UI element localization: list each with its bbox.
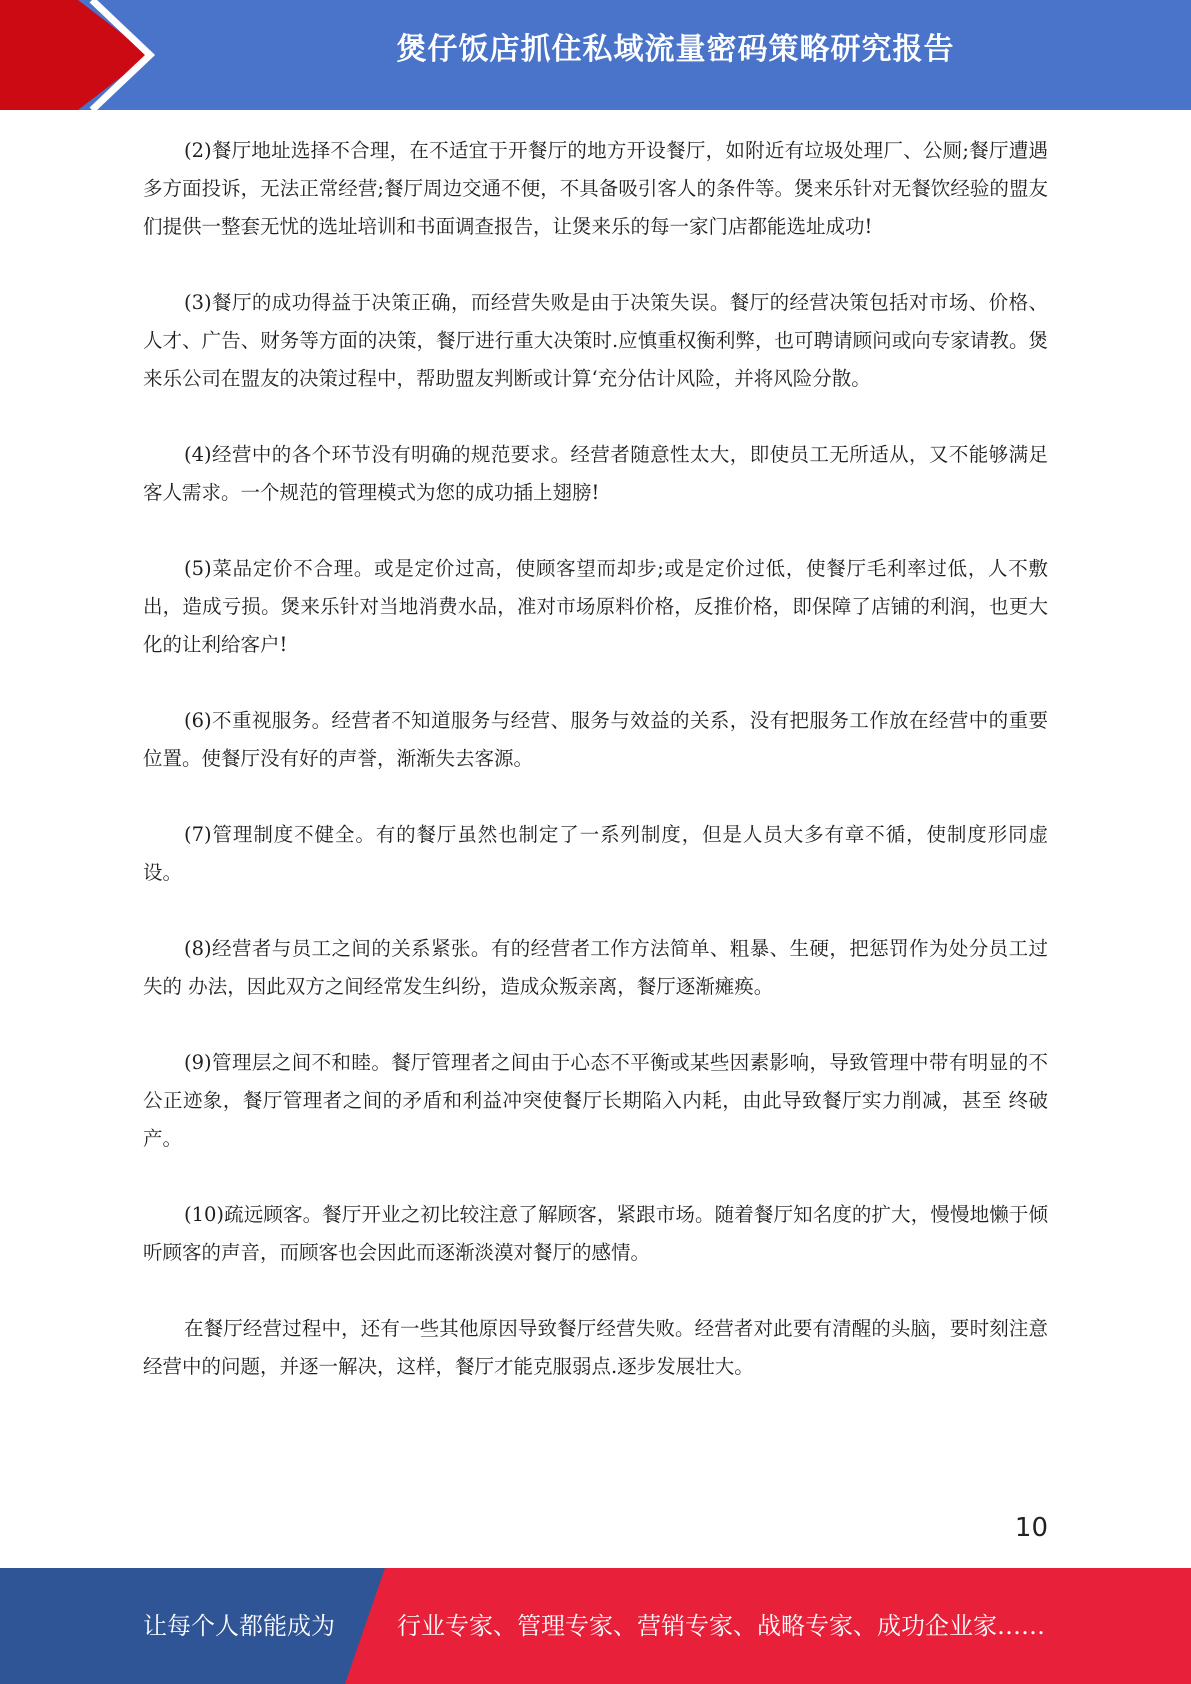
paragraph: (4)经营中的各个环节没有明确的规范要求。经营者随意性太大，即使员工无所适从，又不能够满足客人需求。一个规范的管理模式为您的成功插上翅膀! <box>143 443 1048 504</box>
paragraph: (3)餐厅的成功得益于决策正确，而经营失败是由于决策失误。餐厅的经营决策包括对市场、价格、人才、广告、财务等方面的决策，餐厅进行重大决策时.应慎重权衡利弊，也可聘请顾问或向专家请教。煲来乐公司在盟友的决策过程中，帮助盟友判断或计算‘充分估计风险，并将风险分散。 <box>143 291 1048 390</box>
report-body <box>143 132 1048 1424</box>
paragraph: (7)管理制度不健全。有的餐厅虽然也制定了一系列制度，但是人员大多有章不循，使制度形同虚设。 <box>143 823 1048 884</box>
paragraph: (2)餐厅地址选择不合理，在不适宜于开餐厅的地方开设餐厅，如附近有垃圾处理厂、公厕;餐厅遭遇多方面投诉，无法正常经营;餐厅周边交通不便，不具备吸引客人的条件等。煲来乐针对无餐饮经验的盟友们提供一整套无忧的选址培训和书面调查报告，让煲来乐的每一家门店都能选址成功! <box>143 139 1048 238</box>
page-number: 10 <box>1014 1513 1048 1543</box>
report-title: 煲仔饭店抓住私域流量密码策略研究报告 <box>396 32 955 67</box>
page-footer <box>0 1568 1191 1684</box>
footer-slogan-right: 行业专家、管理专家、营销专家、战略专家、成功企业家…… <box>397 1612 1045 1640</box>
header-chevron-decoration <box>0 0 160 110</box>
paragraph: (9)管理层之间不和睦。餐厅管理者之间由于心态不平衡或某些因素影响，导致管理中带有明显的不公正迹象，餐厅管理者之间的矛盾和利益冲突使餐厅长期陷入内耗，由此导致餐厅实力削减，甚至 终破产。 <box>143 1051 1048 1150</box>
page-header <box>0 0 1191 110</box>
paragraph: 在餐厅经营过程中，还有一些其他原因导致餐厅经营失败。经营者对此要有清醒的头脑，要时刻注意经营中的问题，并逐一解决，这样，餐厅才能克服弱点.逐步发展壮大。 <box>143 1317 1048 1378</box>
paragraph: (6)不重视服务。经营者不知道服务与经营、服务与效益的关系，没有把服务工作放在经营中的重要位置。使餐厅没有好的声誉，渐渐失去客源。 <box>143 709 1048 770</box>
paragraph: (8)经营者与员工之间的关系紧张。有的经营者工作方法简单、粗暴、生硬，把惩罚作为处分员工过失的 办法，因此双方之间经常发生纠纷，造成众叛亲离，餐厅逐渐瘫痪。 <box>143 937 1048 998</box>
paragraph: (5)菜品定价不合理。或是定价过高，使顾客望而却步;或是定价过低，使餐厅毛利率过低，人不敷出，造成亏损。煲来乐针对当地消费水品，准对市场原料价格，反推价格，即保障了店铺的利润，也更大化的让利给客户! <box>143 557 1048 656</box>
paragraph: (10)疏远顾客。餐厅开业之初比较注意了解顾客，紧跟市场。随着餐厅知名度的扩大，慢慢地懒于倾听顾客的声音，而顾客也会因此而逐渐淡漠对餐厅的感情。 <box>143 1203 1048 1264</box>
footer-slogan-left: 让每个人都能成为 <box>143 1612 335 1640</box>
